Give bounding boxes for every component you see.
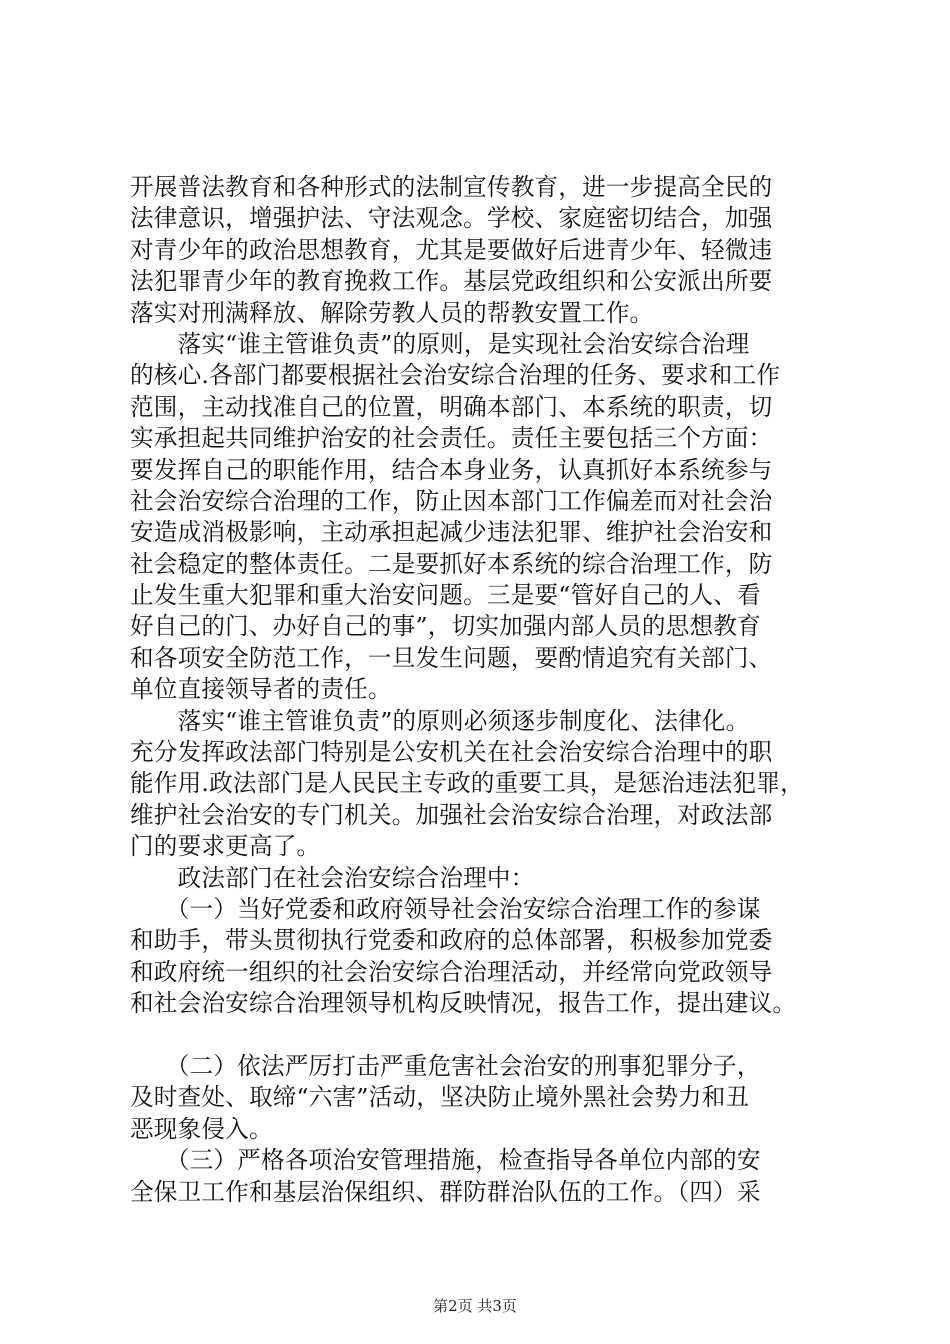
text-line: 止发生重大犯罪和重大治安问题。三是要“管好自己的人、看 bbox=[130, 581, 761, 610]
text-line: 落实对刑满释放、解除劳教人员的帮教安置工作。 bbox=[130, 298, 654, 327]
text-line: 好自己的门、办好自己的事”，切实加强内部人员的思想教育 bbox=[130, 612, 761, 641]
text-line: 和政府统一组织的社会治安综合治理活动，并经常向党政领导 bbox=[130, 957, 773, 986]
text-line: （二）依法严厉打击严重危害社会治安的刑事犯罪分子， bbox=[130, 1051, 761, 1080]
text-line: 单位直接领导者的责任。 bbox=[130, 675, 392, 704]
text-line: 安造成消极影响，主动承担起减少违法犯罪、维护社会治安和 bbox=[130, 518, 773, 547]
text-line: 维护社会治安的专门机关。加强社会治安综合治理，对政法部 bbox=[130, 800, 773, 829]
text-line: 和各项安全防范工作，一旦发生问题，要酌情追究有关部门、 bbox=[130, 643, 773, 672]
blank-line bbox=[130, 1020, 830, 1051]
text-line: 全保卫工作和基层治保组织、群防群治队伍的工作。（四）采 bbox=[130, 1177, 761, 1206]
text-line: 和助手，带头贯彻执行党委和政府的总体部署，积极参加党委 bbox=[130, 926, 773, 955]
text-line: 法犯罪青少年的教育挽救工作。基层党政组织和公安派出所要 bbox=[130, 267, 773, 296]
text-line: 充分发挥政法部门特别是公安机关在社会治安综合治理中的职 bbox=[130, 738, 773, 767]
text-line: 的核心.各部门都要根据社会治安综合治理的任务、要求和工作 bbox=[130, 361, 781, 390]
text-line: 落实“谁主管谁负责”的原则，是实现社会治安综合治理 bbox=[130, 329, 750, 358]
text-line: 落实“谁主管谁负责”的原则必须逐步制度化、法律化。 bbox=[130, 706, 750, 735]
text-line: 能作用.政法部门是人民民主专政的重要工具，是惩治违法犯罪， bbox=[130, 769, 804, 798]
text-line: （三）严格各项治安管理措施，检查指导各单位内部的安 bbox=[130, 1146, 761, 1175]
text-line: 开展普法教育和各种形式的法制宣传教育，进一步提高全民的 bbox=[130, 173, 773, 201]
text-line: 恶现象侵入。 bbox=[130, 1114, 273, 1143]
text-line: 和社会治安综合治理领导机构反映情况，报告工作，提出建议。 bbox=[130, 989, 797, 1018]
document-body bbox=[130, 172, 830, 1208]
text-line: 政法部门在社会治安综合治理中： bbox=[130, 863, 535, 892]
text-line: 法律意识，增强护法、守法观念。学校、家庭密切结合，加强 bbox=[130, 204, 773, 233]
page-footer: 第2页 共3页 bbox=[433, 1297, 517, 1315]
text-line: 社会稳定的整体责任。二是要抓好本系统的综合治理工作，防 bbox=[130, 549, 773, 578]
text-line: 对青少年的政治思想教育，尤其是要做好后进青少年、轻微违 bbox=[130, 235, 773, 264]
text-line: 门的要求更高了。 bbox=[130, 832, 321, 861]
text-line: 及时查处、取缔“六害”活动，坚决防止境外黑社会势力和丑 bbox=[130, 1083, 750, 1112]
text-line: 实承担起共同维护治安的社会责任。责任主要包括三个方面： bbox=[130, 424, 773, 453]
text-line: 要发挥自己的职能作用，结合本身业务，认真抓好本系统参与 bbox=[130, 455, 773, 484]
text-line: 社会治安综合治理的工作，防止因本部门工作偏差而对社会治 bbox=[130, 486, 773, 515]
text-line: （一）当好党委和政府领导社会治安综合治理工作的参谋 bbox=[130, 894, 761, 923]
text-line: 范围，主动找准自己的位置，明确本部门、本系统的职责，切 bbox=[130, 392, 773, 421]
